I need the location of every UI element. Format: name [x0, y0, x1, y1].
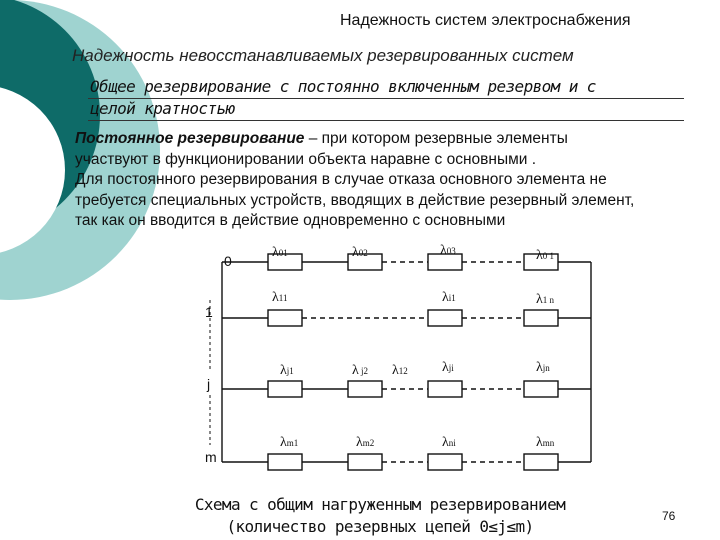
- row-m-chain: [222, 454, 591, 470]
- element-box: [524, 310, 558, 326]
- element-box: [268, 454, 302, 470]
- element-box: [428, 454, 462, 470]
- lambda-label: λ01: [272, 245, 288, 260]
- subtitle-line-2: целой кратностью: [90, 99, 235, 118]
- lambda-label: λi1: [442, 290, 456, 305]
- caption-line-2: (количество резервных цепей 0≤j≤m): [226, 517, 534, 536]
- reliability-scheme-diagram: [180, 240, 600, 480]
- diagram-caption: [130, 494, 630, 538]
- row-label-j: j: [207, 376, 211, 392]
- definition-line-4: требуется специальных устройств, вводящих в действие резервный элемент,: [75, 191, 635, 209]
- element-box: [524, 381, 558, 397]
- element-box: [428, 310, 462, 326]
- element-box: [268, 381, 302, 397]
- subtitle-line-1: Общее резервирование с постоянно включенным резервом и с: [90, 77, 596, 96]
- subtitle-underline-2: [88, 120, 684, 121]
- lambda-label: λ1 n: [536, 292, 555, 307]
- definition-line-1-rest: – при котором резервные элементы: [304, 130, 568, 147]
- section-title: Надежность невосстанавливаемых резервированных систем: [72, 46, 574, 65]
- caption-line-1: Схема с общим нагруженным резервированием: [194, 495, 566, 514]
- lambda-label: λjn: [536, 360, 550, 375]
- lambda-label: λ03: [440, 243, 456, 258]
- definition-line-1: [75, 129, 720, 150]
- row-1-chain: [222, 310, 591, 326]
- row-label-0: 0: [224, 253, 232, 269]
- subtitle-underline-1: [88, 98, 684, 99]
- lambda-label: λmn: [536, 435, 555, 450]
- definition-line-5: так как он вводится в действие одновременно с основными: [75, 212, 506, 229]
- lambda-label: λ11: [272, 290, 288, 305]
- page-number: 76: [662, 509, 676, 523]
- row-label-1: 1: [205, 304, 213, 320]
- element-box: [348, 454, 382, 470]
- element-box: [428, 381, 462, 397]
- lambda-label: λ12: [392, 363, 408, 378]
- lambda-label: λ j2: [352, 363, 369, 378]
- lambda-label: λm2: [356, 435, 375, 450]
- header-title: Надежность систем электроснабжения: [340, 12, 631, 29]
- lambda-label: λ02: [352, 245, 368, 260]
- row-j-chain: [222, 381, 591, 397]
- lambda-label: λm1: [280, 435, 299, 450]
- lambda-label: λji: [442, 360, 454, 375]
- row-label-m: m: [205, 449, 217, 465]
- definition-line-3: Для постоянного резервирования в случае отказа основного элемента не: [75, 171, 607, 188]
- lambda-label: λ0 1: [536, 248, 555, 263]
- lambda-label: λni: [442, 435, 456, 450]
- element-box: [268, 310, 302, 326]
- element-box: [524, 454, 558, 470]
- definition-text: [75, 129, 720, 232]
- lambda-label: λj1: [280, 363, 294, 378]
- definition-line-2: участвуют в функционировании объекта наравне с основными .: [75, 150, 537, 168]
- element-box: [348, 381, 382, 397]
- definition-term: Постоянное резервирование: [75, 130, 305, 147]
